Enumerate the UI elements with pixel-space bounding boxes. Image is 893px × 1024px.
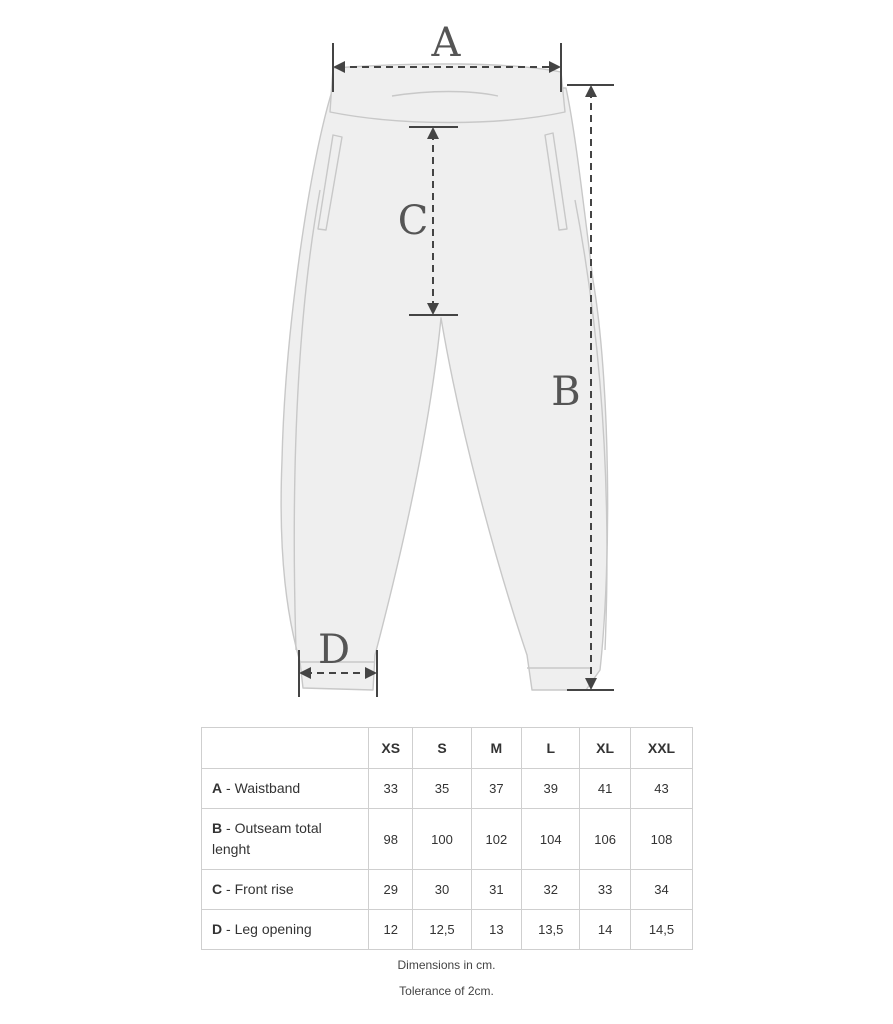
table-cell: 34 bbox=[630, 870, 692, 910]
table-cell: 29 bbox=[369, 870, 413, 910]
table-cell: 33 bbox=[580, 870, 631, 910]
dimensions-note: Dimensions in cm. bbox=[397, 958, 496, 972]
table-cell: 104 bbox=[522, 809, 580, 870]
size-header-xxl: XXL bbox=[630, 728, 692, 769]
row-name: - Waistband bbox=[222, 780, 301, 796]
table-cell: 106 bbox=[580, 809, 631, 870]
corner-cell bbox=[202, 728, 369, 769]
table-cell: 108 bbox=[630, 809, 692, 870]
row-code: C bbox=[212, 881, 223, 897]
row-name: - Outseam total lenght bbox=[212, 820, 322, 857]
size-chart-table bbox=[201, 727, 693, 950]
table-cell: 98 bbox=[369, 809, 413, 870]
row-label bbox=[202, 910, 369, 950]
row-label bbox=[202, 769, 369, 809]
table-cell: 43 bbox=[630, 769, 692, 809]
label-c: C bbox=[397, 198, 429, 244]
row-name: - Leg opening bbox=[222, 921, 312, 937]
table-cell: 13 bbox=[471, 910, 522, 950]
row-code: B bbox=[212, 820, 223, 836]
size-header-xs: XS bbox=[369, 728, 413, 769]
tolerance-note: Tolerance of 2cm. bbox=[399, 984, 494, 998]
table-cell: 41 bbox=[580, 769, 631, 809]
size-header-row bbox=[202, 728, 693, 769]
table-cell: 12 bbox=[369, 910, 413, 950]
table-cell: 32 bbox=[522, 870, 580, 910]
size-header-s: S bbox=[413, 728, 471, 769]
table-row-outseam bbox=[202, 809, 693, 870]
size-header-l: L bbox=[522, 728, 580, 769]
table-cell: 14 bbox=[580, 910, 631, 950]
table-cell: 102 bbox=[471, 809, 522, 870]
table-row-front-rise bbox=[202, 870, 693, 910]
label-d: D bbox=[317, 627, 351, 673]
table-cell: 13,5 bbox=[522, 910, 580, 950]
table-cell: 100 bbox=[413, 809, 471, 870]
row-label bbox=[202, 870, 369, 910]
label-a: A bbox=[431, 20, 461, 66]
table-cell: 33 bbox=[369, 769, 413, 809]
row-name: - Front rise bbox=[222, 881, 294, 897]
table-cell: 31 bbox=[471, 870, 522, 910]
table-cell: 14,5 bbox=[630, 910, 692, 950]
label-b: B bbox=[551, 369, 581, 415]
table-row-leg-opening bbox=[202, 910, 693, 950]
table-cell: 37 bbox=[471, 769, 522, 809]
row-code: A bbox=[212, 780, 223, 796]
table-cell: 30 bbox=[413, 870, 471, 910]
size-header-m: M bbox=[471, 728, 522, 769]
row-code: D bbox=[212, 921, 223, 937]
table-cell: 35 bbox=[413, 769, 471, 809]
table-cell: 39 bbox=[522, 769, 580, 809]
size-header-xl: XL bbox=[580, 728, 631, 769]
row-label bbox=[202, 809, 369, 870]
table-row-waistband bbox=[202, 769, 693, 809]
table-cell: 12,5 bbox=[413, 910, 471, 950]
